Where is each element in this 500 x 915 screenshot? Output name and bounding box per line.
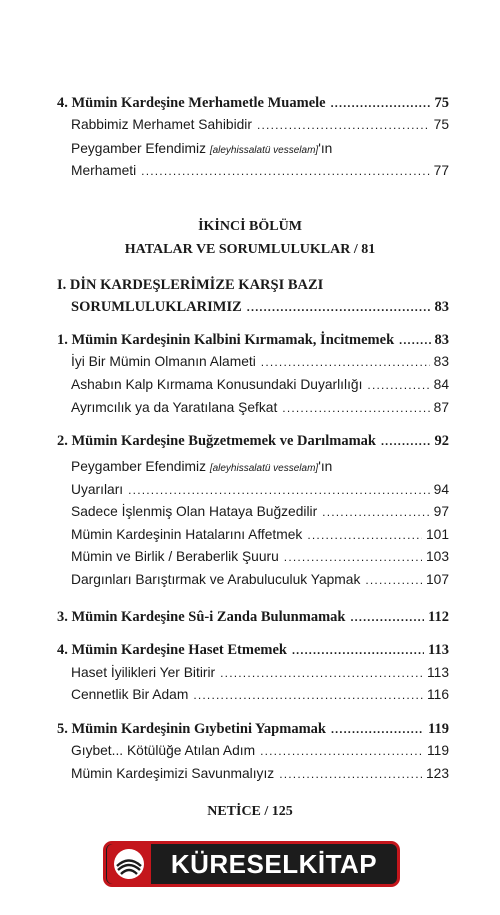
toc-leader-dots bbox=[141, 160, 429, 182]
toc-leader-dots bbox=[365, 569, 422, 591]
toc-entry[interactable]: Haset İyilikleri Yer Bitirir ..... 113 bbox=[0, 662, 449, 684]
toc-leader-dots bbox=[350, 606, 424, 628]
toc-leader-dots bbox=[128, 479, 430, 501]
globe-swirl-icon bbox=[107, 844, 151, 884]
toc-leader-dots bbox=[247, 296, 431, 318]
toc-leader-dots bbox=[282, 397, 429, 419]
toc-entry[interactable]: Mümin ve Birlik / Beraberlik Şuuru ..... 103 bbox=[0, 546, 449, 568]
toc-leader-dots bbox=[261, 351, 430, 373]
toc-entry[interactable]: Gıybet... Kötülüğe Atılan Adım ..... 119 bbox=[0, 740, 449, 762]
part-subtitle: HATALAR VE SORUMLULUKLAR / 81 bbox=[124, 242, 376, 257]
toc-leader-dots bbox=[284, 546, 422, 568]
toc-entry[interactable]: Mümin Kardeşinin Hatalarını Affetmek ..... 101 bbox=[0, 524, 449, 546]
toc-leader-dots bbox=[331, 718, 424, 740]
toc-entry[interactable]: Dargınları Barıştırmak ve Arabuluculuk Yapmak ..... 107 bbox=[0, 569, 449, 591]
globe-swirl-icon-graphic bbox=[112, 847, 146, 881]
chapter-title-line2[interactable]: SORUMLULUKLARIMIZ ..... 83 bbox=[0, 296, 449, 318]
toc-leader-dots bbox=[367, 374, 429, 396]
toc-section-4[interactable]: 4. Mümin Kardeşine Haset Etmemek ..... 113 bbox=[0, 639, 449, 661]
toc-section-2[interactable]: 2. Mümin Kardeşine Buğzetmemek ve Darılmamak ..... 92 bbox=[0, 430, 449, 452]
publisher-name: KÜRESELKİTAP bbox=[170, 848, 378, 879]
toc-leader-dots bbox=[331, 92, 431, 114]
toc-entry-multiline-bottom[interactable]: Uyarıları ..... 94 bbox=[0, 479, 449, 501]
toc-section-5[interactable]: 5. Mümin Kardeşinin Gıybetini Yapmamak ..... 119 bbox=[0, 718, 449, 740]
toc-entry[interactable]: Mümin Kardeşimizi Savunmalıyız ..... 123 bbox=[0, 763, 449, 785]
toc-leader-dots bbox=[381, 430, 431, 452]
toc-entry-merhamet[interactable]: 4. Mümin Kardeşine Merhametle Muamele ..... 75 bbox=[0, 92, 449, 114]
toc-leader-dots bbox=[399, 329, 430, 351]
toc-leader-dots bbox=[307, 524, 422, 546]
toc-entry-multiline-top[interactable]: Peygamber Efendimiz [aleyhissalatü vesselam]'ın bbox=[71, 459, 333, 474]
toc-entry[interactable]: Sadece İşlenmiş Olan Hataya Buğzedilir ..... 97 bbox=[0, 501, 449, 523]
chapter-title-line1[interactable]: I. DİN KARDEŞLERİMİZE KARŞI BAZI bbox=[57, 277, 324, 293]
toc-entry[interactable]: Rabbimiz Merhamet Sahibidir ..... 75 bbox=[0, 114, 449, 136]
publisher-logo bbox=[103, 841, 400, 887]
toc-leader-dots bbox=[260, 740, 423, 762]
toc-leader-dots bbox=[193, 684, 423, 706]
toc-entry-multiline-top[interactable]: Peygamber Efendimiz [aleyhissalatü vesselam]'ın bbox=[71, 141, 333, 156]
conclusion-title[interactable]: NETİCE / 125 bbox=[207, 804, 293, 819]
toc-entry-multiline-bottom[interactable]: Merhameti ..... 77 bbox=[0, 160, 449, 182]
toc-entry[interactable]: Cennetlik Bir Adam ..... 116 bbox=[0, 684, 449, 706]
toc-section-1[interactable]: 1. Mümin Kardeşinin Kalbini Kırmamak, İncitmemek ..... 83 bbox=[0, 329, 449, 351]
toc-section-3[interactable]: 3. Mümin Kardeşine Sû-i Zanda Bulunmamak ..... 112 bbox=[0, 606, 449, 628]
toc-leader-dots bbox=[220, 662, 423, 684]
toc-leader-dots bbox=[292, 639, 424, 661]
toc-entry[interactable]: İyi Bir Mümin Olmanın Alameti ..... 83 bbox=[0, 351, 449, 373]
toc-entry[interactable]: Ayrımcılık ya da Yaratılana Şefkat ..... 87 bbox=[0, 397, 449, 419]
toc-leader-dots bbox=[279, 763, 422, 785]
part-title: İKİNCİ BÖLÜM bbox=[198, 219, 302, 234]
toc-leader-dots bbox=[322, 501, 429, 523]
toc-leader-dots bbox=[257, 114, 430, 136]
toc-entry[interactable]: Ashabın Kalp Kırmama Konusundaki Duyarlılığı ..... 84 bbox=[0, 374, 449, 396]
